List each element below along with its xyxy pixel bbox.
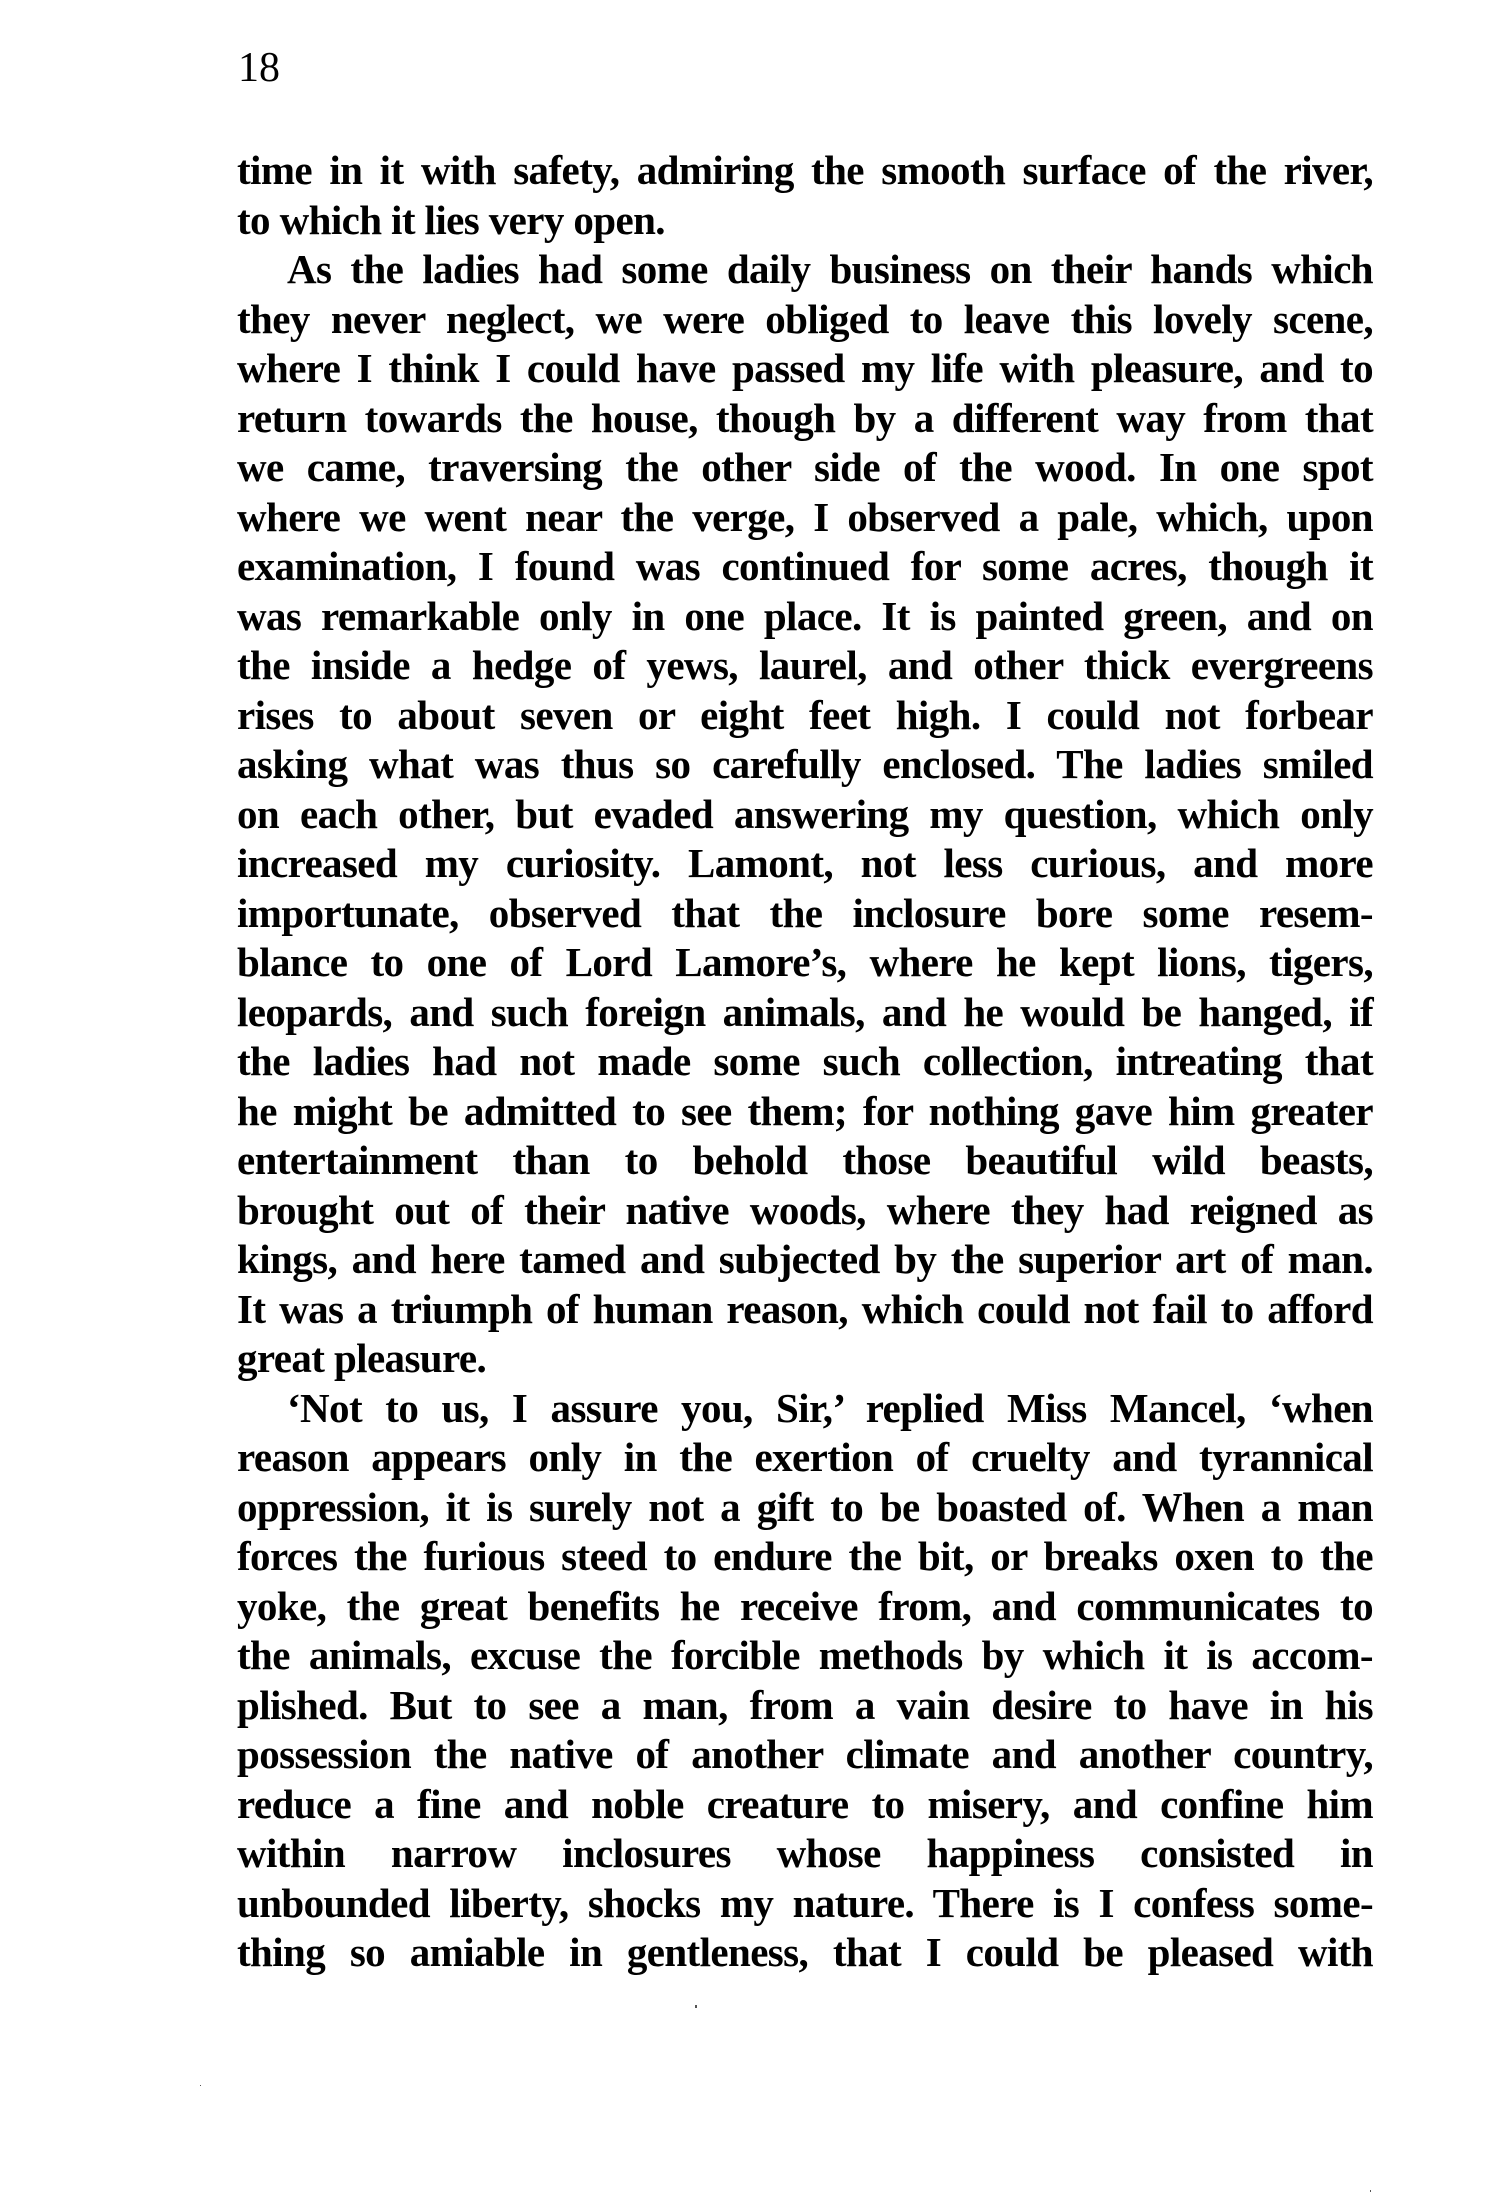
text-line: where I think I could have passed my life with pleasure, and to [237,345,1373,391]
text-line: leopards, and such foreign animals, and he would be hanged, if [237,988,1373,1035]
text-line: plished. But to see a man, from a vain desire to have in his [237,1681,1373,1728]
text-line: thing so amiable in gentleness, that I could be pleased with [237,1929,1373,1975]
text-line: where we went near the verge, I observed a pale, which, upon [237,493,1373,540]
text-line: It was a triumph of human reason, which could not fail to afford [237,1285,1373,1332]
text-line: rises to about seven or eight feet high. I could not forbear [237,691,1373,738]
text-line: unbounded liberty, shocks my nature. There is I confess some- [237,1879,1373,1926]
text-line: they never neglect, we were obliged to leave this lovely scene, [237,295,1373,342]
text-line: return towards the house, though by a different way from that [237,394,1373,441]
page-number: 18 [238,45,280,91]
text-line: brought out of their native woods, where they had reigned as [237,1186,1373,1233]
text-line: examination, I found was continued for some acres, though it [237,543,1373,589]
text-line: increased my curiosity. Lamont, not less curious, and more [237,840,1373,886]
text-line: to which it lies very open. [237,196,665,243]
text-line: importunate, observed that the inclosure bore some resem- [237,889,1373,936]
text-line: possession the native of another climate and another country, [237,1731,1373,1777]
text-line: the ladies had not made some such collection, intreating that [237,1038,1373,1084]
text-line: As the ladies had some daily business on their hands which [287,246,1373,292]
text-line: entertainment than to behold those beautiful wild beasts, [237,1137,1373,1183]
text-line: blance to one of Lord Lamore’s, where he kept lions, tigers, [237,939,1373,985]
text-line: the animals, excuse the forcible methods by which it is accom- [237,1632,1373,1678]
text-line: great pleasure. [237,1335,487,1381]
text-line: yoke, the great benefits he receive from, and communicates to [237,1582,1373,1629]
scan-speck [200,2085,201,2086]
text-line: reason appears only in the exertion of cruelty and tyrannical [237,1434,1373,1480]
text-line: ‘Not to us, I assure you, Sir,’ replied Miss Mancel, ‘when [287,1384,1373,1431]
text-line: oppression, it is surely not a gift to be boasted of. When a man [237,1483,1373,1530]
text-line: within narrow inclosures whose happiness consisted in [237,1830,1373,1876]
text-line: reduce a fine and noble creature to misery, and confine him [237,1780,1373,1827]
text-line: the inside a hedge of yews, laurel, and other thick evergreens [237,642,1373,688]
scan-speck [1370,2190,1371,2192]
text-line: asking what was thus so carefully enclosed. The ladies smiled [237,741,1373,787]
text-line: we came, traversing the other side of the wood. In one spot [237,444,1373,490]
body-text [237,146,1373,1978]
text-line: on each other, but evaded answering my question, which only [237,790,1373,837]
text-line: was remarkable only in one place. It is painted green, and on [237,592,1373,639]
text-line: forces the furious steed to endure the bit, or breaks oxen to the [237,1533,1373,1579]
text-line: kings, and here tamed and subjected by the superior art of man. [237,1236,1373,1282]
scan-speck [695,2005,697,2008]
text-line: time in it with safety, admiring the smooth surface of the river, [237,147,1373,193]
text-line: he might be admitted to see them; for nothing gave him greater [237,1087,1373,1134]
